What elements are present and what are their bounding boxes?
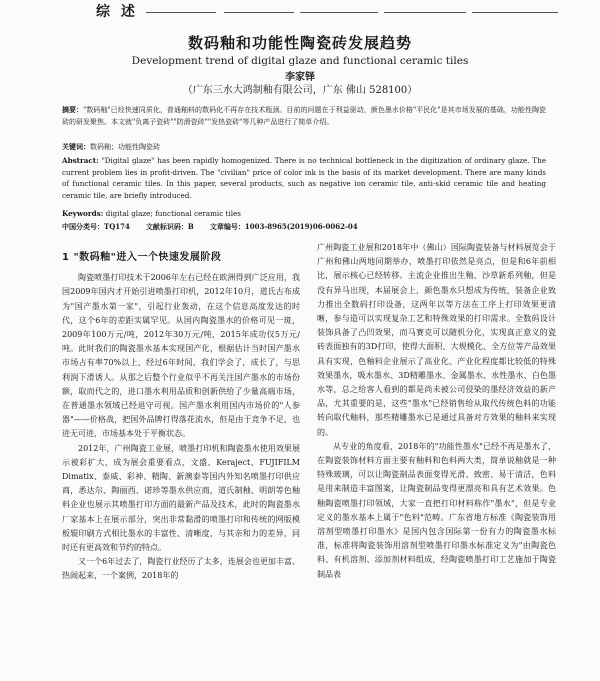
article-number: 文章编号：1003-8965(2019)06-0062-04 bbox=[209, 222, 358, 231]
left-column bbox=[62, 241, 300, 584]
header-rule-4 bbox=[384, 12, 466, 13]
abstract-zh bbox=[62, 104, 546, 128]
paper-affiliation: （广东三水大鸿制釉有限公司，广东 佛山 528100） bbox=[182, 85, 418, 96]
keywords-zh bbox=[62, 141, 546, 154]
keywords-zh-text: 数码釉；功能性陶瓷砖 bbox=[90, 143, 160, 151]
abstract-en-text: "Digital glaze" has been rapidly homogenized. There is no technical bottleneck in the digitization of ordinary glaze. The current problem lies in profit-driven. The "civilian" price of color ink is the basis of its market development. There are many kinds of functional ceramic tiles. In this paper, several products, such as negative ion ceramic tile, anti-skid ceramic tile and heating ceramic tile, are briefly introduced. bbox=[62, 156, 546, 200]
keywords-zh-label: 关键词： bbox=[62, 142, 90, 151]
abstract-zh-label: 摘要： bbox=[62, 105, 84, 114]
paragraph: 陶瓷喷墨打印技术于2006年左右已经在欧洲得到广泛应用，我国2009年国内才开始引进喷墨打印机，2012年10月，道氏古布成为"国产墨水第一家"，引起行业轰动，在这个信息高度发达的时代，这个6年的差距实属罕见。从国内陶瓷墨水的价格可见一斑，2009年100万元/吨，2012年30万元/吨，2015年成功仅5万元/吨。此时我们的陶瓷墨水基本实现国产化，根据估计当时国产墨水市场占有率70%以上，经过6年时间，我们学会了，成长了，与思利润下滑诱人。从那之后整个行业似乎不再关注国产墨水的市场份额，取而代之的，进口墨水利用品质和创新供给了少量高端市场，在普通墨水领域已经退守可视。国产墨水利用国内市场价的"人参器"——价格战，把国外品牌打得落花流水，但是由于竞争不足，也进无可进，市场基本处于平衡状态。 bbox=[62, 273, 300, 439]
abstract-en-label: Abstract: bbox=[62, 156, 99, 165]
header-rule-1 bbox=[146, 12, 216, 13]
abstract-en bbox=[62, 155, 546, 201]
header-rule-3 bbox=[300, 12, 378, 13]
paper-author: 李家铎 bbox=[285, 72, 315, 83]
article-meta bbox=[62, 222, 546, 232]
section1-heading: 1 "数码釉"进入一个快速发展阶段 bbox=[62, 252, 222, 263]
paragraph: 广州陶瓷工业展和2018年中（佛山）国际陶瓷装备与材料展览会于广州和佛山两地同期举办，喷墨打印依然是亮点，但是和6年前相比，展示核心已经转移。主流企业推出生釉、沙草新系列釉，但是没有异马出现，本届展会上，颜色墨水只想成为传统，装备企业致力推出全数码打印设备，这两年以等方法在工序上打印效果更清晰，参与造可以实现复杂工艺和特殊效果的打印需求。全数码设计装饰具备了凸凹效果，而马赛克可以随机分化，实现真正意义的瓷砖表面独有的3D打印，使得大面积、大规模化、全方位等产品效果具有实现，色釉料企业展示了高业化、产业化程度都比较低的特殊效果墨水，吸水墨水、3D精雕墨水、金属墨水、水性墨水、白色墨水等，总之给客人看到的都是尚未被公司侵染的墨经济效益的新产品，尤其重要的是，这些"墨水"已经销售给从取代传统色料的功能转向取代釉料，那些精雕墨水已是通过具备对方效果的釉料来实现的。 bbox=[317, 243, 556, 437]
keywords-en-text: digital glaze; functional ceramic tiles bbox=[105, 209, 241, 218]
document-code: 文献标识码：B bbox=[145, 222, 194, 231]
abstract-zh-text: "数码釉"已经快速同质化，普通釉料的数码化不再存在技术瓶颈。目前的问题在于利益驱动，颜色墨水价格"平民化"是其市场发展的基础，功能性陶瓷砖的研发聚焦。本文就"负离子瓷砖""防滑瓷砖""发热瓷砖"等几种产品进行了简单介绍。 bbox=[62, 106, 546, 126]
paper-title-en: Development trend of digital glaze and functional ceramic tiles bbox=[131, 55, 469, 67]
clc-number: 中国分类号：TQ174 bbox=[62, 222, 130, 231]
paragraph: 从专业的角度看，2018年的"功能性墨水"已经不再是墨水了，在陶瓷装饰材料方面主要有釉料和色料两大类，简单说釉就是一种特殊玻璃，可以让陶瓷制品表面变得光滑、致密、易于清洁，色料是用来制造丰富图案，让陶瓷制品变得更漂亮和具有艺术效果。色釉陶瓷喷墨打印领域，大家一直把打印材料称作"墨水"，但是专业定义的墨水基本上属于"色料"范畴。广东省地方标准《陶瓷装饰用溶剂型喷墨打印墨水》是国内包含国际第一份有力的陶瓷墨水标准，标准将陶瓷装饰用溶剂型喷墨打印墨水标准定义为"由陶瓷色料、有机溶剂、添加剂材料组成，经陶瓷喷墨打印工艺施加于陶瓷制品表 bbox=[317, 441, 556, 579]
paragraph: 2012年，广州陶瓷工业展，喷墨打印机和陶瓷墨水使用效果展示被彩扩大，成为展会重要看点，文盛、Keraject、FUJIFILM Dimatix、泰威、彩神、精陶、新澳泰等国内外知名喷墨打印供应商，悉达尔、陶丽西、诺珍等墨水供应商，道氏制釉、明朗等色釉料企业也展示其喷墨打印方面的最新产品及技术，此时的陶瓷墨水厂家基本上在展示部分，突出非常黏滑的喷墨打印和传统的网版模板辊印刷方式相比墨水的丰富性、清晰度，与其亲和力的差异，同时还有更高效和节约的特点。 bbox=[62, 443, 300, 553]
paper-title: 数码釉和功能性陶瓷砖发展趋势 bbox=[187, 34, 412, 52]
header-rule-2 bbox=[224, 12, 294, 13]
keywords-en bbox=[62, 208, 546, 220]
section-tag: 综 述 bbox=[96, 4, 138, 20]
right-column bbox=[317, 241, 556, 582]
header-rule-5 bbox=[472, 12, 558, 13]
page-header bbox=[0, 0, 600, 20]
paragraph: 又一个6年过去了，陶瓷行业经历了太多，连展会也更加丰富、热闹起来，一个案例，2018年的 bbox=[62, 557, 300, 581]
keywords-en-label: Keywords: bbox=[62, 209, 104, 218]
